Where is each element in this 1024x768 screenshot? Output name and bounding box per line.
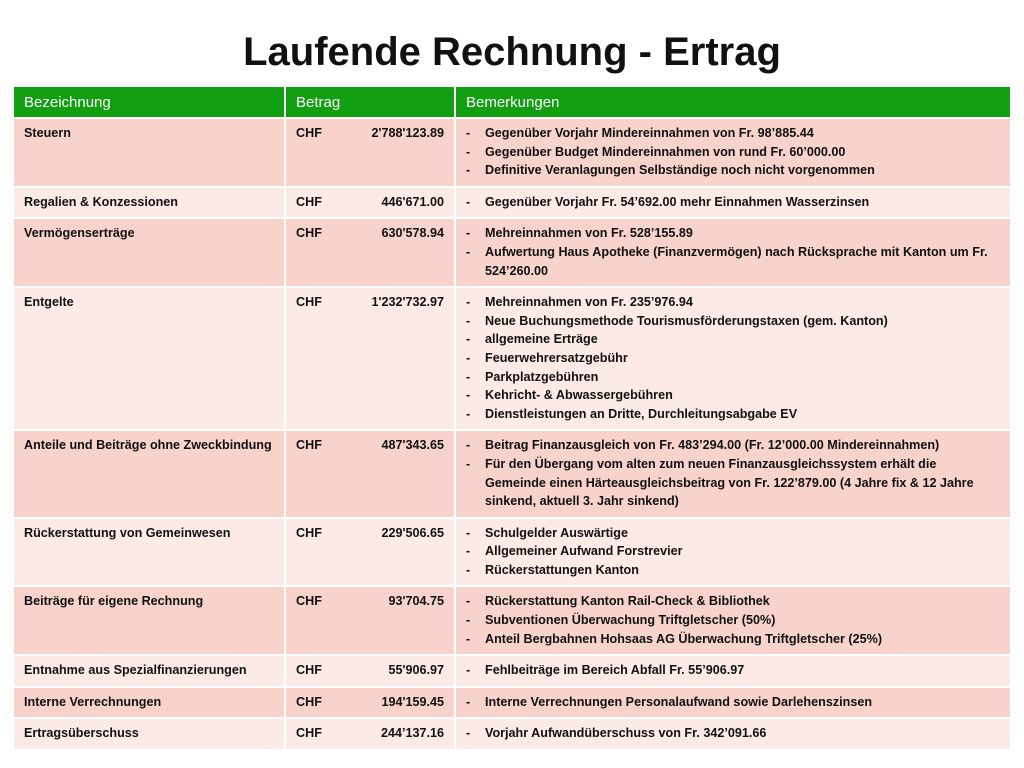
cell-betrag bbox=[285, 287, 455, 430]
page-title: Laufende Rechnung - Ertrag bbox=[243, 30, 781, 74]
notes-list bbox=[466, 436, 1000, 510]
bullet-dash: - bbox=[466, 350, 471, 365]
notes-list bbox=[466, 693, 1000, 712]
note-text: Mehreinnahmen von Fr. 528’155.89 bbox=[485, 226, 693, 241]
amount-value: 93'704.75 bbox=[388, 594, 444, 609]
cell-betrag bbox=[285, 187, 455, 219]
currency-label: CHF bbox=[296, 594, 322, 609]
cell-betrag bbox=[285, 586, 455, 655]
note-item bbox=[466, 193, 1000, 212]
cell-bezeichnung: Ertragsüberschuss bbox=[14, 718, 285, 749]
notes-list bbox=[466, 293, 1000, 423]
note-item bbox=[466, 693, 1000, 712]
bullet-dash: - bbox=[466, 163, 471, 178]
column-header-bezeichnung: Bezeichnung bbox=[14, 87, 285, 118]
amount-value: 630'578.94 bbox=[381, 226, 444, 241]
cell-bemerkungen bbox=[455, 118, 1010, 187]
cell-bemerkungen bbox=[455, 287, 1010, 430]
note-text: Aufwertung Haus Apotheke (Finanzvermögen) nach Rücksprache mit Kanton um Fr. 524’260.00 bbox=[485, 244, 988, 278]
notes-list bbox=[466, 524, 1000, 580]
notes-list bbox=[466, 193, 1000, 212]
revenue-table bbox=[14, 87, 1010, 749]
note-item bbox=[466, 312, 1000, 331]
bullet-dash: - bbox=[466, 694, 471, 709]
cell-bezeichnung: Rückerstattung von Gemeinwesen bbox=[14, 518, 285, 587]
cell-bemerkungen bbox=[455, 218, 1010, 287]
bullet-dash: - bbox=[466, 726, 471, 741]
note-item bbox=[466, 293, 1000, 312]
note-text: Schulgelder Auswärtige bbox=[485, 525, 628, 540]
column-header-betrag: Betrag bbox=[285, 87, 455, 118]
notes-list bbox=[466, 124, 1000, 180]
bullet-dash: - bbox=[466, 388, 471, 403]
note-text: Gegenüber Vorjahr Mindereinnahmen von Fr. 98’885.44 bbox=[485, 126, 814, 140]
table-body bbox=[14, 118, 1010, 749]
note-text: Kehricht- & Abwassergebühren bbox=[485, 388, 673, 403]
currency-label: CHF bbox=[296, 726, 322, 741]
cell-bemerkungen bbox=[455, 518, 1010, 587]
cell-betrag bbox=[285, 430, 455, 517]
bullet-dash: - bbox=[466, 144, 471, 159]
cell-bezeichnung: Steuern bbox=[14, 118, 285, 187]
cell-betrag bbox=[285, 718, 455, 749]
column-header-bemerkungen: Bemerkungen bbox=[455, 87, 1010, 118]
bullet-dash: - bbox=[466, 631, 471, 646]
bullet-dash: - bbox=[466, 126, 471, 140]
note-text: Für den Übergang vom alten zum neuen Finanzausgleichssystem erhält die Gemeinde einen Härteausgleichsbeitrag von Fr. 122’879.00 (4 Jahre fix & 12 Jahre sinkend, aktuell 3. Jahr sinkend) bbox=[485, 456, 974, 509]
note-text: Subventionen Überwachung Triftgletscher (50%) bbox=[485, 613, 776, 628]
cell-bemerkungen bbox=[455, 430, 1010, 517]
bullet-dash: - bbox=[466, 562, 471, 577]
note-item bbox=[466, 143, 1000, 162]
note-text: Beitrag Finanzausgleich von Fr. 483’294.00 (Fr. 12’000.00 Mindereinnahmen) bbox=[485, 438, 940, 453]
table-row bbox=[14, 655, 1010, 687]
amount-value: 194'159.45 bbox=[381, 694, 444, 709]
cell-bezeichnung: Beiträge für eigene Rechnung bbox=[14, 586, 285, 655]
bullet-dash: - bbox=[466, 406, 471, 421]
currency-label: CHF bbox=[296, 663, 322, 678]
currency-label: CHF bbox=[296, 295, 322, 310]
note-text: Rückerstattung Kanton Rail-Check & Bibliothek bbox=[485, 594, 770, 609]
table-row bbox=[14, 718, 1010, 749]
cell-bemerkungen bbox=[455, 187, 1010, 219]
note-item bbox=[466, 349, 1000, 368]
note-item bbox=[466, 368, 1000, 387]
note-item bbox=[466, 542, 1000, 561]
note-item bbox=[466, 405, 1000, 424]
currency-label: CHF bbox=[296, 438, 322, 453]
notes-list bbox=[466, 592, 1000, 648]
note-item bbox=[466, 630, 1000, 649]
cell-betrag bbox=[285, 655, 455, 687]
note-text: Mehreinnahmen von Fr. 235’976.94 bbox=[485, 295, 693, 310]
cell-bemerkungen bbox=[455, 586, 1010, 655]
amount-value: 244’137.16 bbox=[380, 726, 444, 741]
table-row bbox=[14, 430, 1010, 517]
amount-value: 1'232'732.97 bbox=[371, 295, 444, 310]
note-text: Definitive Veranlagungen Selbständige noch nicht vorgenommen bbox=[485, 163, 875, 178]
cell-betrag bbox=[285, 687, 455, 719]
bullet-dash: - bbox=[466, 295, 471, 310]
cell-bezeichnung: Entgelte bbox=[14, 287, 285, 430]
table-row bbox=[14, 118, 1010, 187]
amount-value: 55'906.97 bbox=[388, 663, 444, 678]
table-row bbox=[14, 687, 1010, 719]
currency-label: CHF bbox=[296, 694, 322, 709]
note-text: Dienstleistungen an Dritte, Durchleitungsabgabe EV bbox=[485, 406, 798, 421]
notes-list bbox=[466, 661, 1000, 680]
note-text: Feuerwehrersatzgebühr bbox=[485, 350, 628, 365]
amount-value: 2'788'123.89 bbox=[371, 126, 444, 140]
amount-value: 487'343.65 bbox=[381, 438, 444, 453]
note-item bbox=[466, 224, 1000, 243]
bullet-dash: - bbox=[466, 332, 471, 347]
note-text: Gegenüber Budget Mindereinnahmen von rund Fr. 60’000.00 bbox=[485, 144, 846, 159]
note-item bbox=[466, 455, 1000, 511]
note-item bbox=[466, 592, 1000, 611]
cell-bemerkungen bbox=[455, 655, 1010, 687]
cell-betrag bbox=[285, 118, 455, 187]
bullet-dash: - bbox=[466, 456, 471, 471]
note-item bbox=[466, 611, 1000, 630]
note-text: Neue Buchungsmethode Tourismusförderungstaxen (gem. Kanton) bbox=[485, 313, 888, 328]
cell-betrag bbox=[285, 218, 455, 287]
note-item bbox=[466, 386, 1000, 405]
note-text: Allgemeiner Aufwand Forstrevier bbox=[485, 544, 683, 559]
bullet-dash: - bbox=[466, 525, 471, 540]
cell-bezeichnung: Vermögenserträge bbox=[14, 218, 285, 287]
note-item bbox=[466, 561, 1000, 580]
currency-label: CHF bbox=[296, 525, 322, 540]
note-item bbox=[466, 724, 1000, 743]
bullet-dash: - bbox=[466, 244, 471, 259]
table-header-row bbox=[14, 87, 1010, 118]
table-row bbox=[14, 218, 1010, 287]
currency-label: CHF bbox=[296, 126, 322, 140]
note-item bbox=[466, 243, 1000, 280]
note-item bbox=[466, 661, 1000, 680]
cell-bezeichnung: Entnahme aus Spezialfinanzierungen bbox=[14, 655, 285, 687]
bullet-dash: - bbox=[466, 194, 471, 209]
note-item bbox=[466, 161, 1000, 180]
note-item bbox=[466, 124, 1000, 143]
note-text: Fehlbeiträge im Bereich Abfall Fr. 55’906.97 bbox=[485, 663, 745, 678]
bullet-dash: - bbox=[466, 313, 471, 328]
bullet-dash: - bbox=[466, 544, 471, 559]
note-text: Rückerstattungen Kanton bbox=[485, 562, 639, 577]
bullet-dash: - bbox=[466, 438, 471, 453]
bullet-dash: - bbox=[466, 226, 471, 241]
cell-bemerkungen bbox=[455, 687, 1010, 719]
currency-label: CHF bbox=[296, 194, 322, 209]
cell-betrag bbox=[285, 518, 455, 587]
note-text: Gegenüber Vorjahr Fr. 54’692.00 mehr Einnahmen Wasserzinsen bbox=[485, 194, 870, 209]
note-item bbox=[466, 436, 1000, 455]
amount-value: 446'671.00 bbox=[381, 194, 444, 209]
note-text: Vorjahr Aufwandüberschuss von Fr. 342’091.66 bbox=[485, 726, 767, 741]
cell-bemerkungen bbox=[455, 718, 1010, 749]
note-text: Parkplatzgebühren bbox=[485, 369, 599, 384]
cell-bezeichnung: Anteile und Beiträge ohne Zweckbindung bbox=[14, 430, 285, 517]
cell-bezeichnung: Regalien & Konzessionen bbox=[14, 187, 285, 219]
table-row bbox=[14, 287, 1010, 430]
notes-list bbox=[466, 224, 1000, 280]
bullet-dash: - bbox=[466, 369, 471, 384]
bullet-dash: - bbox=[466, 663, 471, 678]
note-text: Interne Verrechnungen Personalaufwand sowie Darlehenszinsen bbox=[485, 694, 873, 709]
bullet-dash: - bbox=[466, 594, 471, 609]
amount-value: 229'506.65 bbox=[381, 525, 444, 540]
bullet-dash: - bbox=[466, 613, 471, 628]
currency-label: CHF bbox=[296, 226, 322, 241]
notes-list bbox=[466, 724, 1000, 743]
cell-bezeichnung: Interne Verrechnungen bbox=[14, 687, 285, 719]
note-item bbox=[466, 524, 1000, 543]
note-item bbox=[466, 330, 1000, 349]
table-row bbox=[14, 586, 1010, 655]
note-text: Anteil Bergbahnen Hohsaas AG Überwachung Triftgletscher (25%) bbox=[485, 631, 883, 646]
note-text: allgemeine Erträge bbox=[485, 332, 598, 347]
table-row bbox=[14, 187, 1010, 219]
table-row bbox=[14, 518, 1010, 587]
